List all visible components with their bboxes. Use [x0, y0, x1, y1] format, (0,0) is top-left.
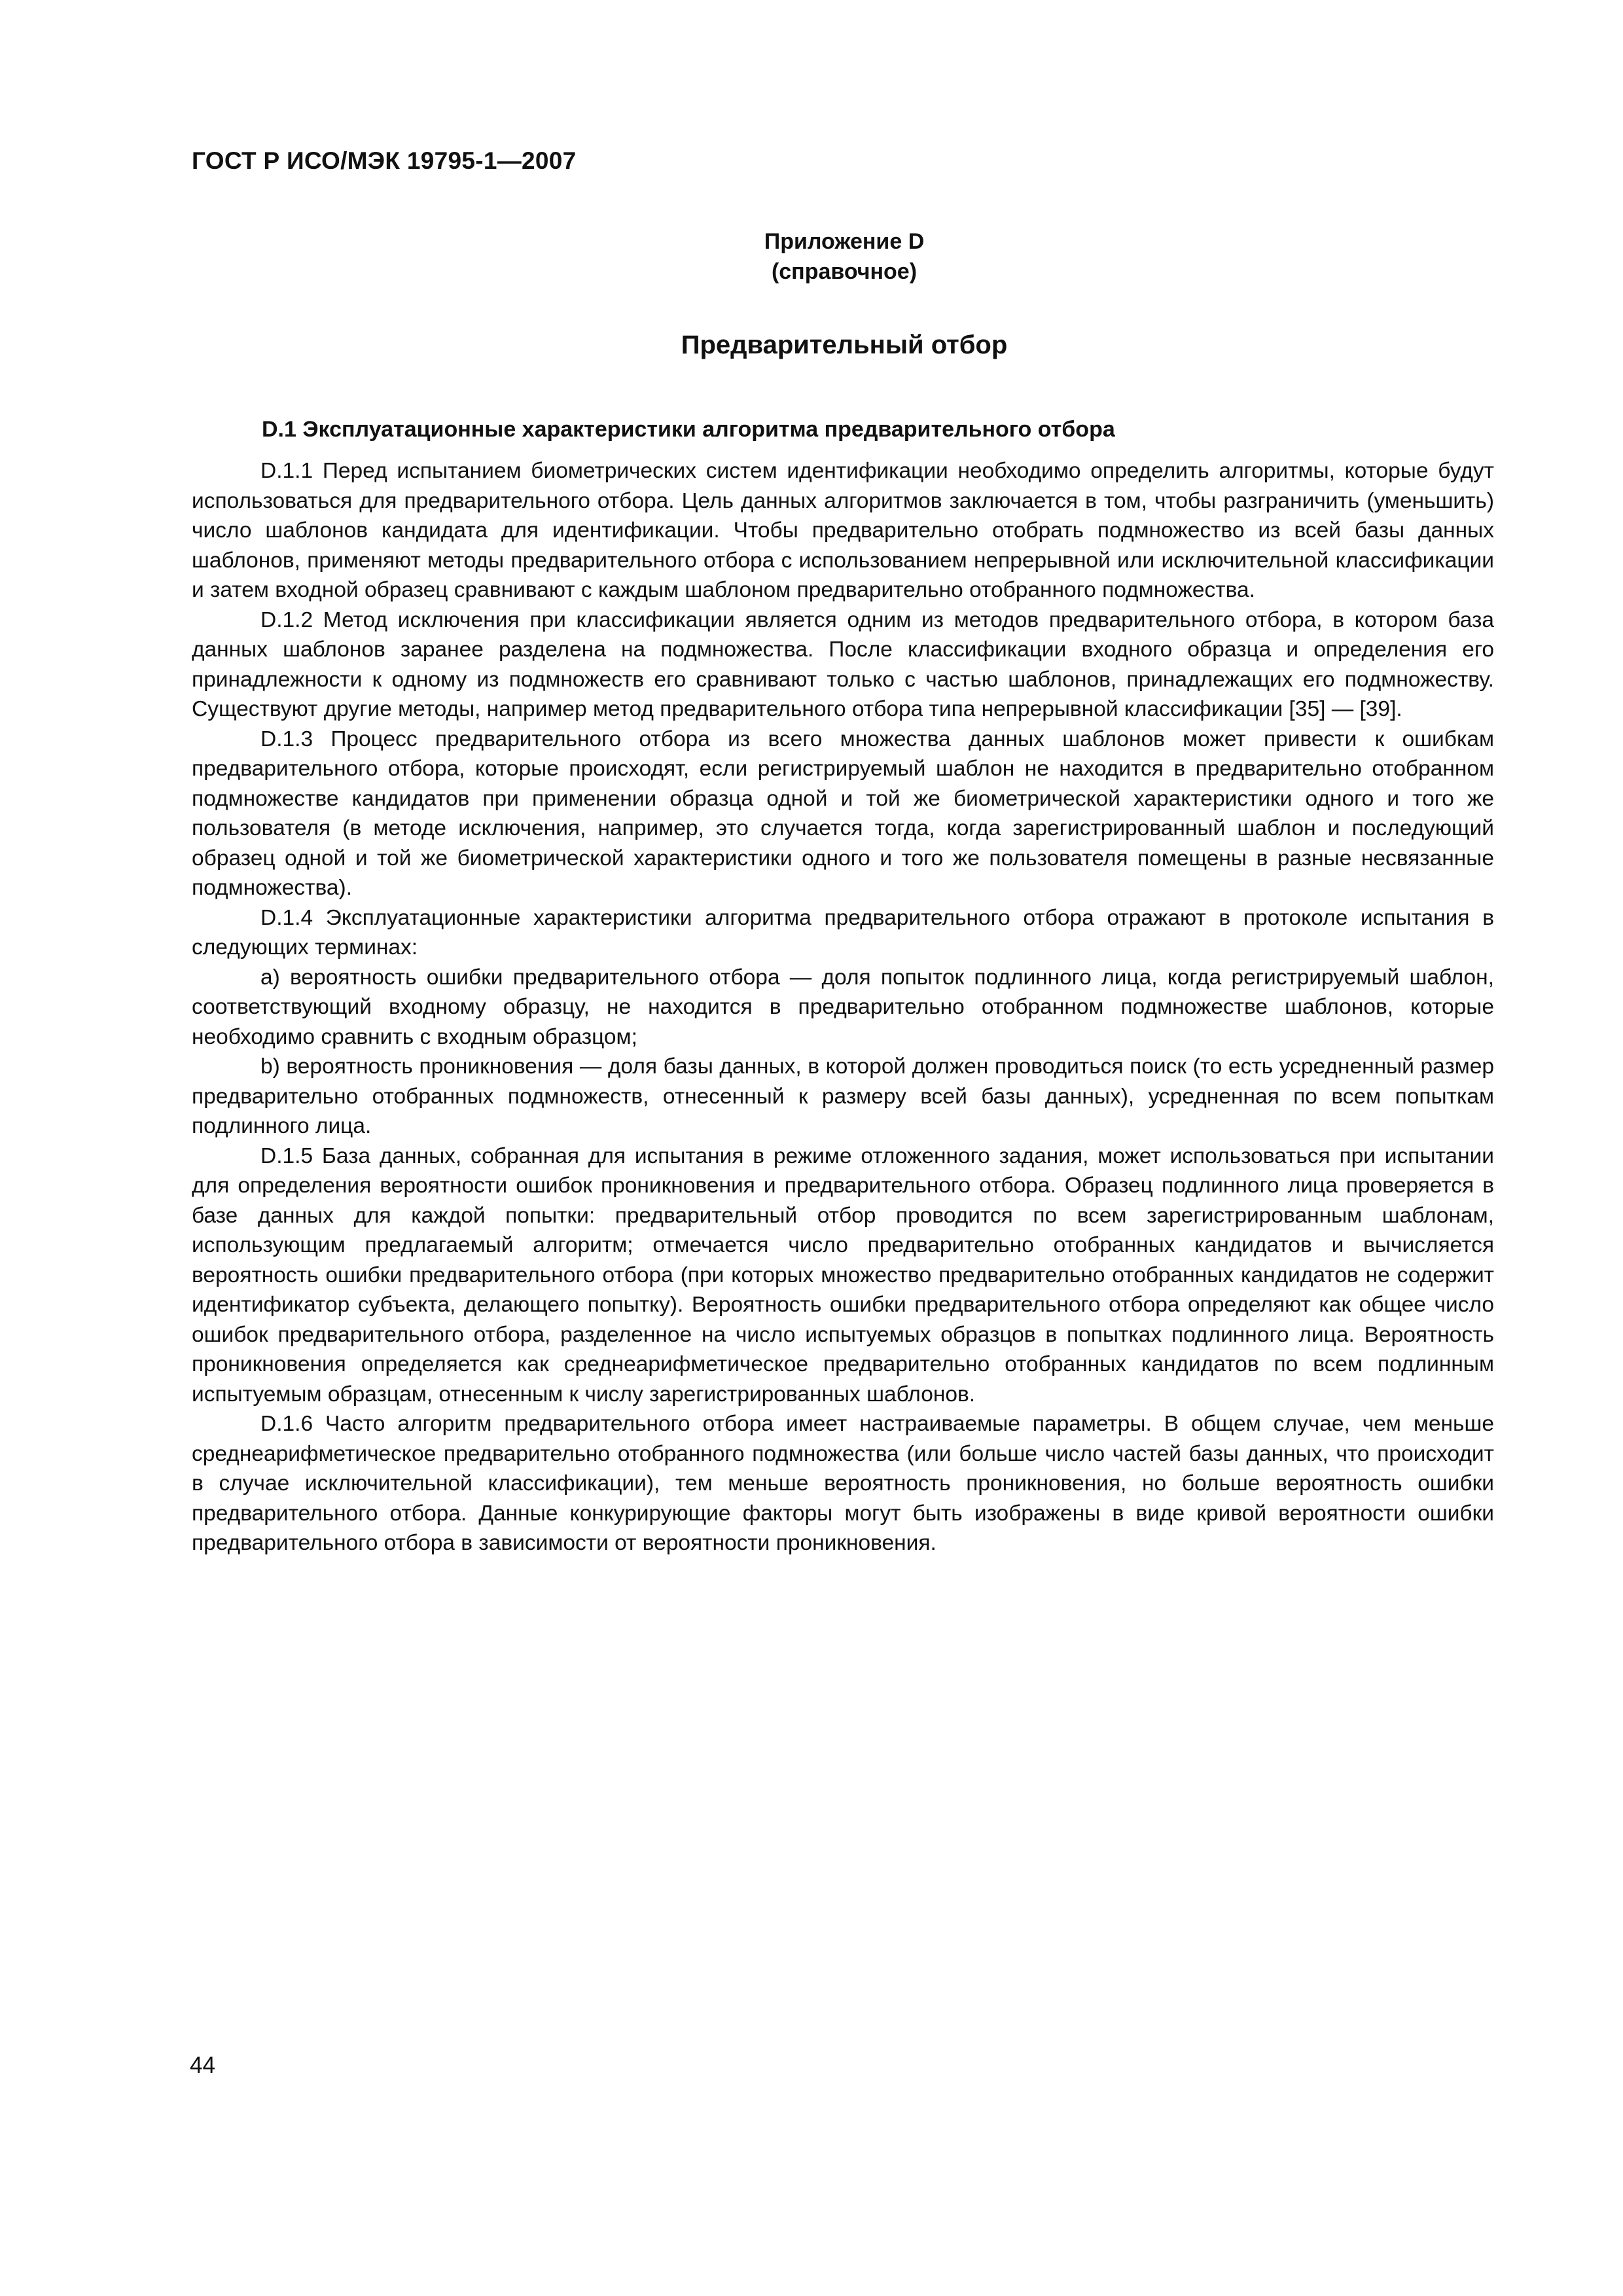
paragraph-d-1-6: D.1.6 Часто алгоритм предварительного отбора имеет настраиваемые параметры. В общем случае, чем меньше среднеарифметическое предварительно отобранного подмножества (или больше число частей базы данных, что происходит в случае исключительной классификации), тем меньше вероятность проникновения, но больше вероятность ошибки предварительного отбора. Данные конкурирующие факторы могут быть изображены в виде кривой вероятности ошибки предварительного отбора в зависимости от вероятности проникновения.: [192, 1412, 1494, 1555]
section-heading: D.1 Эксплуатационные характеристики алгоритма предварительного отбора: [262, 417, 1115, 442]
appendix-label-block: [654, 226, 1034, 287]
appendix-label: Приложение D: [764, 229, 925, 254]
paragraph-d-1-2: D.1.2 Метод исключения при классификации является одним из методов предварительного отбора, в котором база данных шаблонов заранее разделена на подмножества. После классификации входного образца и определения его принадлежности к одному из подмножеств его сравнивают только с частью шаблонов, принадлежащих его подмножеству. Существуют другие методы, например метод предварительного отбора типа непрерывной классификации [35] — [39].: [192, 607, 1494, 721]
list-item-b: b) вероятность проникновения — доля базы данных, в которой должен проводиться поиск (то есть усредненный размер предварительно отобранных подмножеств, отнесенный к размеру всей базы данных), усредненная по всем попыткам подлинного лица.: [192, 1054, 1494, 1138]
document-header-id: ГОСТ Р ИСО/МЭК 19795-1—2007: [192, 147, 577, 174]
appendix-title: Предварительный отбор: [681, 331, 1008, 359]
list-item-a: a) вероятность ошибки предварительного отбора — доля попыток подлинного лица, когда регистрируемый шаблон, соответствующий входному образцу, не находится в предварительно отобранном подмножестве шаблонов, которые необходимо сравнить с входным образцом;: [192, 965, 1494, 1049]
paragraph-d-1-1: D.1.1 Перед испытанием биометрических систем идентификации необходимо определить алгоритмы, которые будут использоваться для предварительного отбора. Цель данных алгоритмов заключается в том, чтобы разграничить (уменьшить) число шаблонов кандидата для идентификации. Чтобы предварительно отобрать подмножество из всей базы данных шаблонов, применяют методы предварительного отбора с использованием непрерывной или исключительной классификации и затем входной образец сравнивают с каждым шаблоном предварительно отобранного подмножества.: [192, 459, 1494, 602]
paragraph-d-1-3: D.1.3 Процесс предварительного отбора из всего множества данных шаблонов может привести к ошибкам предварительного отбора, которые происходят, если регистрируемый шаблон не находится в предварительно отобранном подмножестве кандидатов при применении образца одной и той же биометрической характеристики одного и того же пользователя (в методе исключения, например, это случается тогда, когда зарегистрированный шаблон и последующий образец одной и той же биометрической характеристики одного и того же пользователя помещены в разные несвязанные подмножества).: [192, 726, 1494, 900]
page-number: 44: [190, 2053, 215, 2078]
paragraph-d-1-5: D.1.5 База данных, собранная для испытания в режиме отложенного задания, может использоваться при испытании для определения вероятности ошибок проникновения и предварительного отбора. Образец подлинного лица проверяется в базе данных для каждой попытки: предварительный отбор проводится по всем зарегистрированным шаблонам, использующим предлагаемый алгоритм; отмечается число предварительно отобранных кандидатов и вычисляется вероятность ошибки предварительного отбора (при которых множество предварительно отобранных кандидатов не содержит идентификатор субъекта, делающего попытку). Вероятность ошибки предварительного отбора определяют как общее число ошибок предварительного отбора, разделенное на число испытуемых образцов в попытках подлинного лица. Вероятность проникновения определяется как среднеарифметическое предварительно отобранных кандидатов по всем подлинным испытуемым образцам, отнесенным к числу зарегистрированных шаблонов.: [192, 1143, 1494, 1407]
section-body: [192, 456, 1494, 1558]
appendix-type: (справочное): [771, 259, 918, 284]
paragraph-d-1-4: D.1.4 Эксплуатационные характеристики алгоритма предварительного отбора отражают в протоколе испытания в следующих терминах:: [192, 905, 1494, 960]
